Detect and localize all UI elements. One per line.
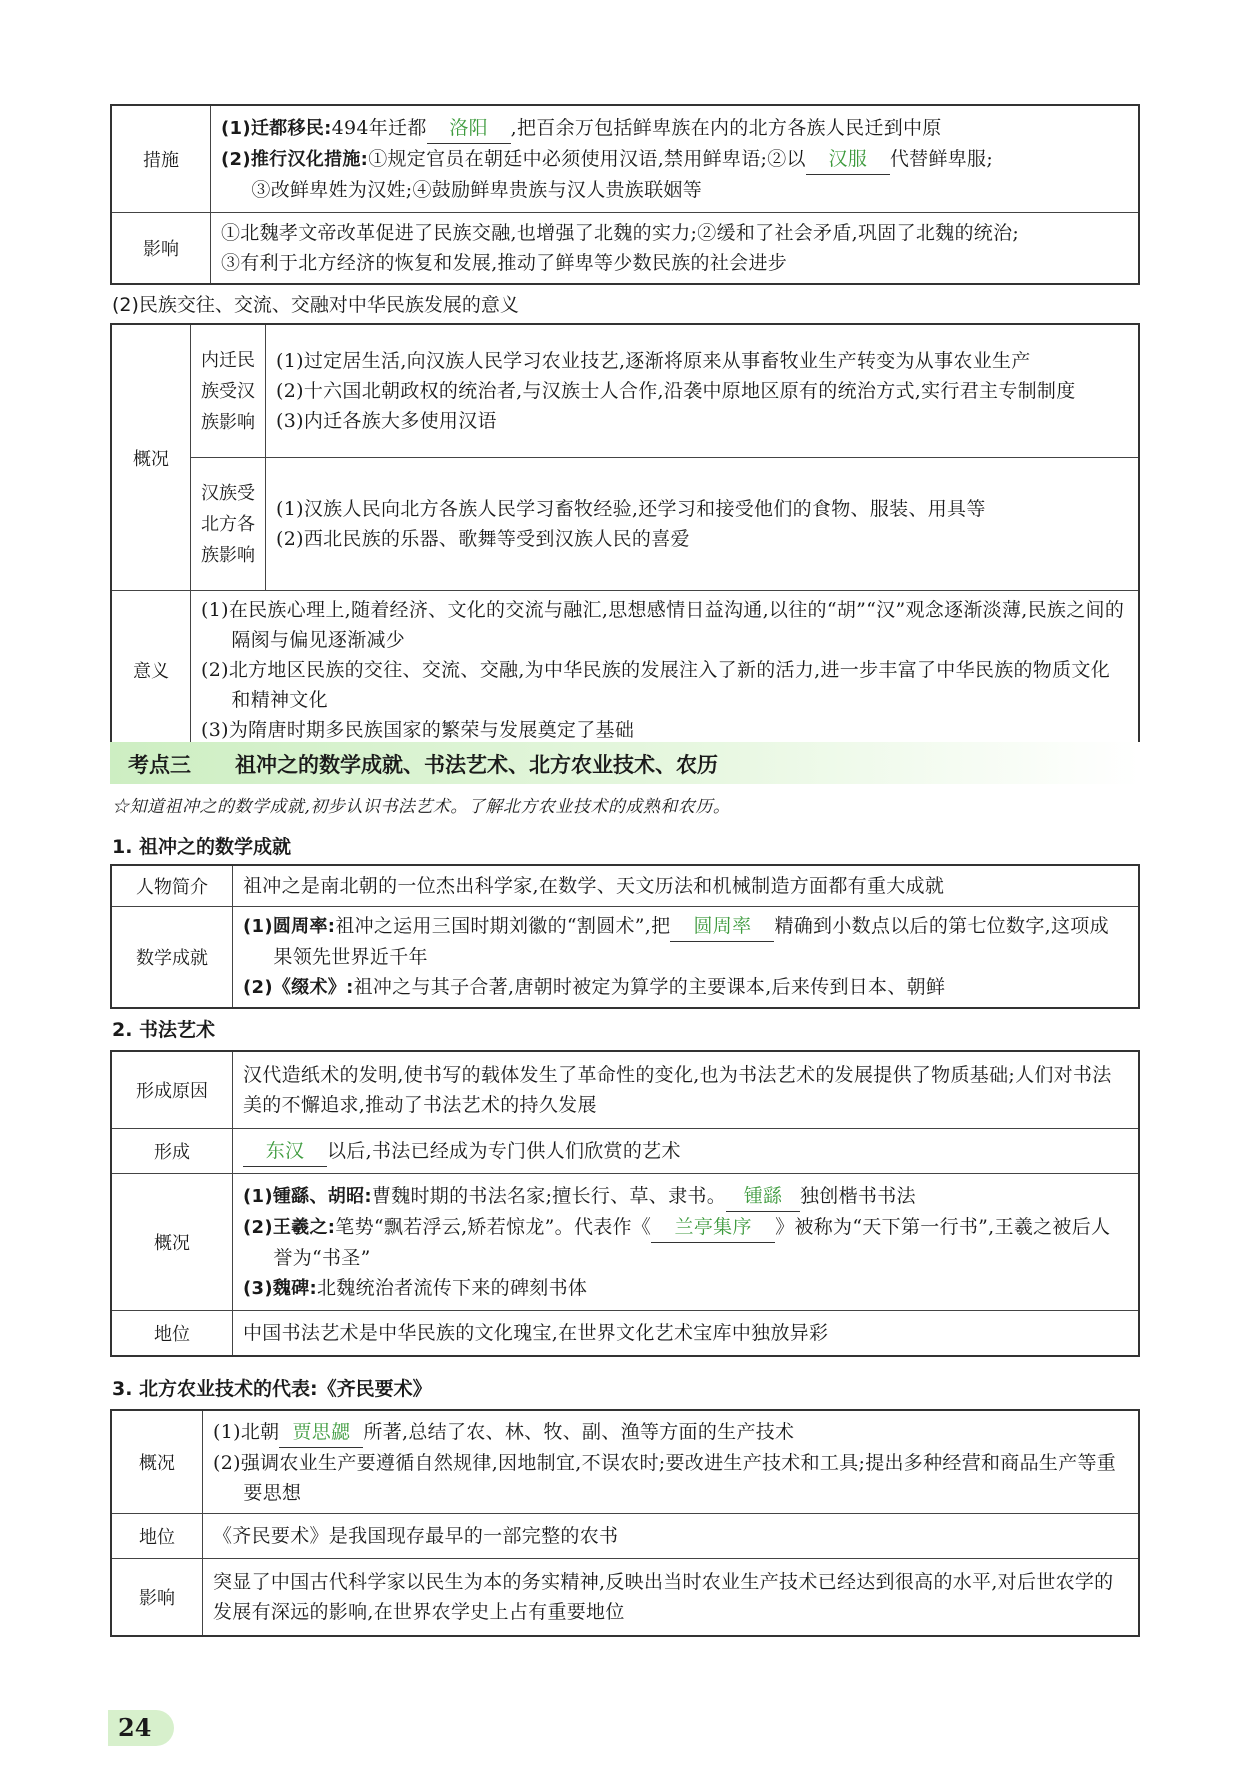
reform-table [110, 104, 1140, 285]
row-label: 措施 [111, 105, 211, 213]
text-line: (2)北方地区民族的交往、交流、交融,为中华民族的发展注入了新的活力,进一步丰富了中华民族的物质文化和精神文化 [201, 659, 1110, 711]
answer-blank: 圆周率 [670, 911, 774, 942]
text: 所著,总结了农、林、牧、副、渔等方面的生产技术 [363, 1420, 795, 1443]
row-label: 形成原因 [111, 1051, 233, 1129]
text: 精确到小数点以后的第七位数字,这项成果领先世界近千年 [273, 915, 1109, 968]
row-label: 形成 [111, 1129, 233, 1174]
text-line: (2)十六国北朝政权的统治者,与汉族士人合作,沿袭中原地区原有的统治方式,实行君主专制制度 [276, 380, 1076, 402]
qiminyaoshu-table [110, 1409, 1140, 1637]
answer-blank: 洛阳 [427, 113, 511, 144]
row-content [211, 105, 1140, 213]
table-row [111, 324, 1139, 458]
text-line: (3)为隋唐时期多民族国家的繁荣与发展奠定了基础 [201, 719, 635, 741]
row-content [233, 907, 1140, 1009]
text: 代替鲜卑服; [889, 148, 994, 170]
bold-term: (1)圆周率: [243, 916, 336, 937]
row-content [203, 1410, 1140, 1514]
table-row [111, 1559, 1139, 1637]
bold-term: (2)推行汉化措施: [221, 149, 369, 170]
objective-line: ☆知道祖冲之的数学成就,初步认识书法艺术。了解北方农业技术的成熟和农历。 [112, 797, 731, 817]
row-content [233, 865, 1140, 907]
text: 》被称为“天下第一行书”,王羲之被后人誉为“书圣” [273, 1215, 1111, 1269]
text: 笔势“飘若浮云,矫若惊龙”。代表作《 [335, 1215, 652, 1238]
row-content [191, 591, 1140, 751]
text-line: 汉代造纸术的发明,使书写的载体发生了革命性的变化,也为书法艺术的发展提供了物质基础;人们对书法美的不懈追求,推动了书法艺术的持久发展 [243, 1064, 1112, 1116]
bold-term: (1)迁都移民: [221, 118, 332, 139]
sub-label [191, 324, 266, 458]
table-row [111, 1174, 1139, 1311]
text-line: 中国书法艺术是中华民族的文化瑰宝,在世界文化艺术宝库中独放异彩 [243, 1322, 829, 1344]
row-content [211, 213, 1140, 285]
row-content [203, 1514, 1140, 1559]
bold-term: (3)魏碑: [243, 1277, 317, 1299]
text: 独创楷书书法 [800, 1184, 916, 1207]
subsection-title: 3. 北方农业技术的代表:《齐民要术》 [112, 1378, 432, 1400]
row-content [203, 1559, 1140, 1637]
text: 曹魏时期的书法名家;擅长行、草、隶书。 [371, 1184, 726, 1207]
zuchongzhi-table [110, 864, 1140, 1009]
answer-blank: 东汉 [243, 1136, 327, 1167]
answer-blank: 汉服 [806, 144, 890, 175]
row-content [233, 1051, 1140, 1129]
kaodian-title: 祖冲之的数学成就、书法艺术、北方农业技术、农历 [235, 753, 718, 777]
text-line: (3)内迁各族大多使用汉语 [276, 410, 497, 432]
bold-term: (2)《缀术》: [243, 977, 354, 998]
row-content [266, 324, 1140, 458]
table-row [111, 865, 1139, 907]
text: (1)北朝 [213, 1420, 280, 1443]
text-line: (1)在民族心理上,随着经济、文化的交流与融汇,思想感情日益沟通,以往的“胡”“汉”观念逐渐淡薄,民族之间的隔阂与偏见逐渐减少 [201, 599, 1125, 651]
bold-term: (2)王羲之: [243, 1216, 336, 1238]
row-content [233, 1129, 1140, 1174]
text-line: 突显了中国古代科学家以民生为本的务实精神,反映出当时农业生产技术已经达到很高的水平,对后世农学的发展有深远的影响,在世界农学史上占有重要地位 [213, 1571, 1114, 1623]
bold-term: (1)锺繇、胡昭: [243, 1185, 372, 1207]
significance-table [110, 323, 1140, 751]
text-line: 《齐民要术》是我国现存最早的一部完整的农书 [213, 1525, 619, 1547]
row-content [266, 458, 1140, 591]
row-label: 意义 [111, 591, 191, 751]
row-label: 数学成就 [111, 907, 233, 1009]
table-row [111, 1311, 1139, 1357]
answer-blank: 锺繇 [726, 1181, 800, 1212]
row-label: 地位 [111, 1311, 233, 1357]
text-line: ①北魏孝文帝改革促进了民族交融,也增强了北魏的实力;②缓和了社会矛盾,巩固了北魏的统治; [221, 222, 1020, 244]
table-row [111, 1410, 1139, 1514]
row-label: 概况 [111, 324, 191, 591]
text-line: 祖冲之是南北朝的一位杰出科学家,在数学、天文历法和机械制造方面都有重大成就 [243, 875, 945, 897]
section-title: (2)民族交往、交流、交融对中华民族发展的意义 [112, 294, 519, 316]
subsection-title: 2. 书法艺术 [112, 1019, 216, 1041]
text: 北魏统治者流传下来的碑刻书体 [316, 1276, 588, 1299]
text-line: ③改鲜卑姓为汉姓;④鼓励鲜卑贵族与汉人贵族联姻等 [251, 179, 702, 201]
answer-blank: 兰亭集序 [651, 1212, 775, 1243]
row-label: 影响 [111, 213, 211, 285]
text: 494年迁都 [331, 117, 427, 139]
sub-label [191, 458, 266, 591]
row-content [233, 1174, 1140, 1311]
row-label: 概况 [111, 1174, 233, 1311]
row-content [233, 1311, 1140, 1357]
page-number: 24 [118, 1713, 152, 1742]
text: 祖冲之与其子合著,唐朝时被定为算学的主要课本,后来传到日本、朝鲜 [353, 976, 946, 998]
calligraphy-table [110, 1050, 1140, 1357]
table-row [111, 105, 1139, 213]
table-row [111, 213, 1139, 285]
table-row [111, 1051, 1139, 1129]
row-label: 概况 [111, 1410, 203, 1514]
answer-blank: 贾思勰 [279, 1417, 363, 1448]
table-row [111, 907, 1139, 1009]
subsection-title: 1. 祖冲之的数学成就 [112, 836, 292, 858]
text-line: ③有利于北方经济的恢复和发展,推动了鲜卑等少数民族的社会进步 [221, 252, 788, 274]
table-row [111, 1129, 1139, 1174]
table-row [111, 1514, 1139, 1559]
text: 以后,书法已经成为专门供人们欣赏的艺术 [327, 1139, 681, 1162]
row-label: 地位 [111, 1514, 203, 1559]
text: ①规定官员在朝廷中必须使用汉语,禁用鲜卑语;②以 [368, 148, 806, 170]
row-label: 人物简介 [111, 865, 233, 907]
sub-label-text: 汉族受北方各族影响 [201, 482, 255, 566]
text-line: (1)过定居生活,向汉族人民学习农业技艺,逐渐将原来从事畜牧业生产转变为从事农业生产 [276, 350, 1031, 372]
table-row [111, 591, 1139, 751]
table-row [111, 458, 1139, 591]
kaodian-badge: 考点三 [128, 753, 191, 777]
text-line: (1)汉族人民向北方各族人民学习畜牧经验,还学习和接受他们的食物、服装、用具等 [276, 498, 986, 520]
sub-label-text: 内迁民族受汉族影响 [201, 349, 255, 433]
row-label: 影响 [111, 1559, 203, 1637]
text-line: (2)西北民族的乐器、歌舞等受到汉族人民的喜爱 [276, 528, 690, 550]
text-line: (2)强调农业生产要遵循自然规律,因地制宜,不误农时;要改进生产技术和工具;提出多种经营和商品生产等重要思想 [213, 1451, 1117, 1504]
text: 祖冲之运用三国时期刘徽的“割圆术”,把 [335, 915, 671, 937]
text: ,把百余万包括鲜卑族在内的北方各族人民迁到中原 [510, 117, 942, 139]
